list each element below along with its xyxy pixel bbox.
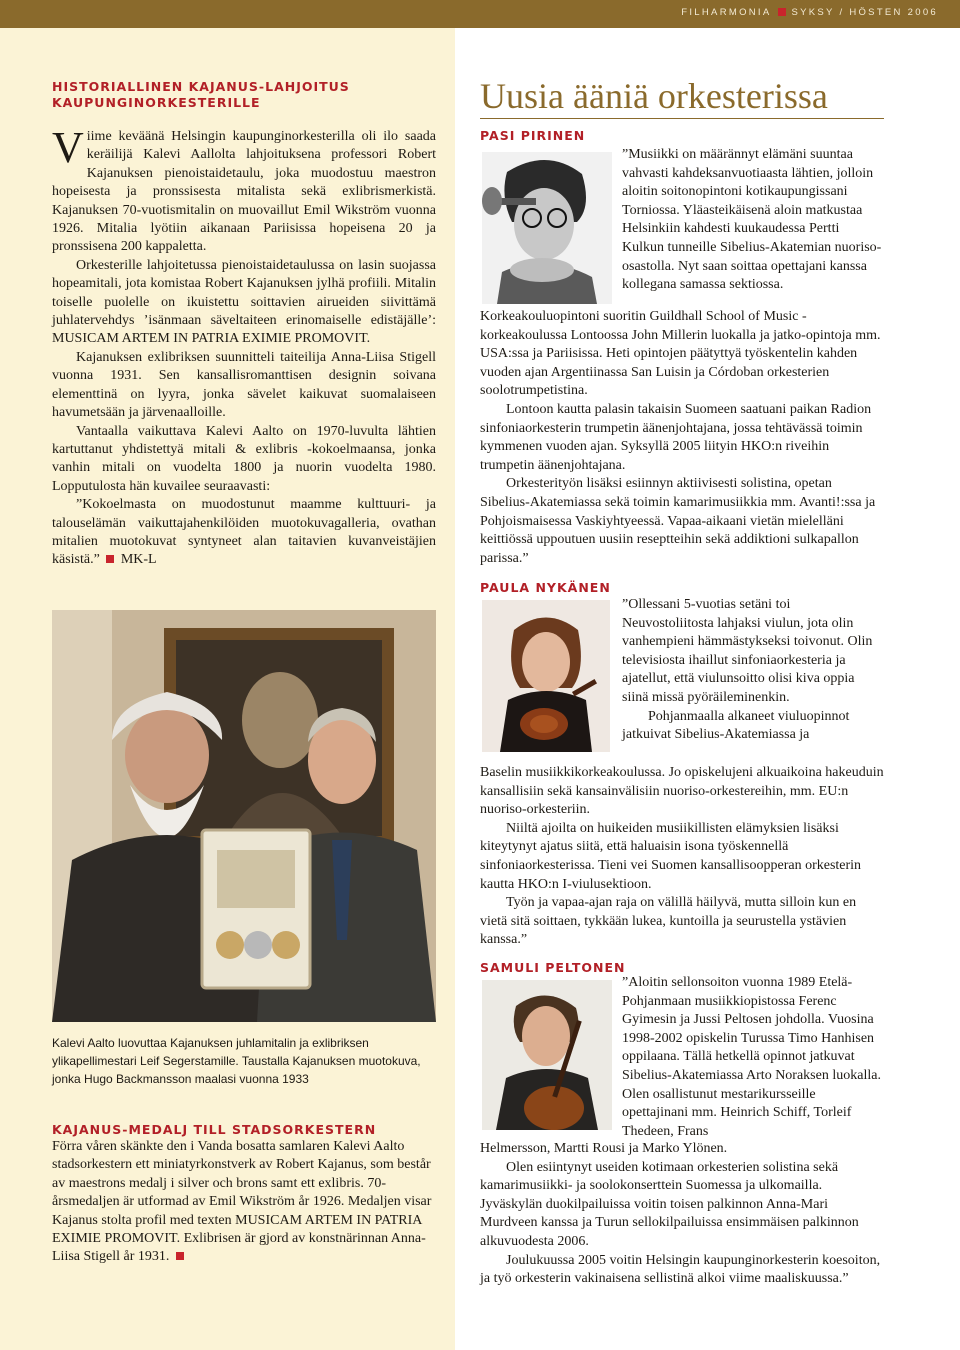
paragraph: Viime keväänä Helsingin kaupunginorkesterilla oli ilo saada keräilijä Kalevi Aallolta lahjoituksena professori Robert Kajanuksen pienoistaidetaulu, joka muodostuu maestron hopeisesta ja pronssisesta mitalista sekä exlibrismerkistä. Kajanuksen 70-vuotismitalin on muovaillut Emil Wikström vuonna 1926. Mitalia lyötiin aikanaan Pariisissa hopeisena 20 ja pronssisena 200 kappaletta.	[52, 123, 436, 255]
left-heading: HISTORIALLINEN KAJANUS-LAHJOITUS KAUPUNGINORKESTERILLE	[52, 79, 350, 110]
swedish-heading: KAJANUS-MEDALJ TILL STADSORKESTERN	[52, 1122, 377, 1137]
portrait-pasi-pirinen	[482, 152, 612, 304]
photo-illustration	[52, 610, 436, 1022]
end-mark-icon	[106, 555, 114, 563]
paragraph: Vantaalla vaikuttava Kalevi Aalto on 1970-luvulta lähtien kartuttanut yhdistettyä mitali & exlibris -kokoelmaansa, jonka vanhin mitali on vuodelta 1800 ja nuorin vuodelta 1980. Lopputulosta hän kuvailee seuraavasti:	[52, 423, 436, 494]
paragraph: Baselin musiikkikorkeakoulussa. Jo opiskelujeni alkuaikoina hakeuduin kansallisiin sekä kansainvälisiin nuoriso-orkestereihin, mm. EU:n nuoriso-orkesteriin.	[480, 765, 884, 818]
red-square-icon	[778, 8, 786, 16]
paragraph: Lontoon kautta palasin takaisin Suomeen saatuani paikan Radion sinfoniaorkesterin trumpetin äänenjohtajana, jossa tehtävässä toimin kymmenen vuoden ajan. Syksyllä 2005 liityin HKO:n riveihin trumpetin äänenjohtajana.	[480, 401, 872, 473]
paragraph: Olen esiintynyt useiden kotimaan orkesterien solistina sekä kamarimusiikki- ja soolokonserttein Suomessa ja ulkomailla. Jyväskylän duokilpailuissa voitin toisen palkinnon Anna-Mari Murdveen kanssa ja Turun sellokilpailuissa ensimmäisen palkinnon alkuvuodesta 2006.	[480, 1159, 859, 1249]
swedish-body: Förra våren skänkte den i Vanda bosatta samlaren Kalevi Aalto stadsorkestern ett miniatyrkonstverk av Robert Kajanus, som består av maestrons medalj i silver och brons samt ett exlibris. 70-årsmedaljen är utformad av Emil Wikström år 1926. Medaljen visar Kajanus stolta profil med texten MUSICAM ARTEM IN PATRIA EXIMIE PROMOVIT. Exlibrisen är gjord av konstnärinnan Anna-Liisa Stigell år 1931.	[52, 1139, 432, 1265]
left-article-body	[52, 123, 436, 570]
musician-name-nykanen: PAULA NYKÄNEN	[480, 580, 611, 595]
paragraph: Niiltä ajoilta on huikeiden musiikillisten elämyksien lisäksi kiteytynyt ajatus siitä, että haluaisin isona työskennellä sinfoniaorkesterissa. Tieni vei Suomen kansallisoopperan orkesterin kautta HKO:n I-viulusektioon.	[480, 820, 862, 892]
paragraph: Työn ja vapaa-ajan raja on välillä häilyvä, mutta silloin kun en vietä sitä soittaen, tykkään lukea, kuntoilla ja seurustella ystävien kanssa.”	[480, 895, 857, 948]
portrait-paula-nykanen	[482, 600, 610, 752]
body-pirinen	[480, 308, 884, 568]
paragraph: ”Kokoelmasta on muodostunut maamme kulttuuri- ja talouselämän vaikuttajahenkilöiden muotokuvagalleria, ovathan mitalien muotokuvat syntyneet alan taitavien kuvanveistäjien käsistä.” MK-L	[52, 497, 436, 568]
quote-nykanen: ”Ollessani 5-vuotias setäni toi Neuvostoliitosta lahjaksi viulun, jota olin vanhempieni hämmästykseksi toivonut. Olin televisiosta ihaillut sinfoniaorkesteria ja ajatellut, että viulunsoitto olisi kiva oppia siinä missä pyöräileminenkin. Pohjanmaalla alkaneet viuluopinnot jatkuivat Sibelius-Akatemiassa ja	[622, 597, 873, 743]
paragraph: Korkeakouluopintoni suoritin Guildhall School of Music -korkeakoulussa Lontoossa John Millerin luokalla ja jatko-opintoja mm. USA:ssa ja Pariisissa. Heti opintojen päätyttyä työskentelin kahden vuoden ajan Argentiinassa San Luisin ja Córdoban orkesterien soolotrumpetistina.	[480, 309, 881, 399]
right-title: Uusia ääniä orkesterissa	[480, 76, 884, 119]
main-photo	[52, 610, 436, 1022]
paragraph: Orkesterille lahjoitetussa pienoistaidetaulussa on lasin suojassa hopeamitali, jota komistaa Robert Kajanuksen jylhä profiili. Mitalin toiselle puolelle on ikuistettu soittavien airueiden siivittämä juhlatervehdys ’isänmaan säveltaiteen erinomaiselle edistäjälle’: MUSICAM ARTEM IN PATRIA EXIMIE PROMOVIT.	[52, 257, 436, 347]
musician-name-peltonen: SAMULI PELTONEN	[480, 960, 626, 975]
issue-label: SYKSY / HÖSTEN 2006	[791, 7, 938, 18]
paragraph: Orkesterityön lisäksi esiinnyn aktiivisesti solistina, opetan Sibelius-Akatemiassa sekä toimin kamarimusiikkia mm. Avanti!:ssa ja Pohjoismaisessa Vaskiyhtyeessä. Vapaa-aikaani vietän mielelläni keittiössä uppoutuen uusiin reseptteihin sekä addiktioni sulkapallon parissa.”	[480, 476, 876, 566]
body-nykanen	[480, 764, 884, 950]
paragraph: Kajanuksen exlibriksen suunnitteli taiteilija Anna-Liisa Stigell vuonna 1931. Sen kansallisromanttisen designin soivana elementtinä on lyyra, jonka sävelet kaikuvat suomalaiseen havumetsään ja järvenaalloille.	[52, 349, 436, 421]
photo-caption: Kalevi Aalto luovuttaa Kajanuksen juhlamitalin ja exlibriksen ylikapellimestari Leif Segerstamille. Taustalla Kajanuksen muotokuva, jonka Hugo Backmansson maalasi vuonna 1933	[52, 1036, 421, 1086]
magazine-name: FILHARMONIA	[681, 7, 772, 18]
paragraph: Helmersson, Martti Rousi ja Marko Ylönen.	[480, 1141, 728, 1156]
quote-peltonen: ”Aloitin sellonsoiton vuonna 1989 Etelä-Pohjanmaan musiikkiopistossa Ferenc Gyimesin ja Jussi Peltosen johdolla. Vuosina 1998-2002 opiskelin Turussa Timo Hanhisen oppilaana. Tällä hetkellä opinnot jatkuvat Sibelius-Akatemiassa Arto Noraksen luokalla. Olen osallistunut mestarikursseille opettajinani mm. Heinrich Schiff, Torleif Thedeen, Frans	[622, 975, 881, 1139]
musician-name-pirinen: PASI PIRINEN	[480, 128, 586, 143]
paragraph: Joulukuussa 2005 voitin Helsingin kaupunginorkesterin koesoiton, ja työ orkesterin vakinaisena sellistinä alkoi viime maaliskuussa.”	[480, 1252, 881, 1287]
signature: MK-L	[120, 552, 157, 568]
drop-cap: V	[52, 123, 84, 172]
end-mark-icon	[176, 1252, 184, 1260]
portrait-samuli-peltonen	[482, 980, 612, 1130]
top-bar	[0, 0, 960, 28]
body-peltonen	[480, 1140, 884, 1289]
quote-pirinen: ”Musiikki on määrännyt elämäni suuntaa vahvasti kahdeksanvuotiaasta lähtien, jolloin aloitin soitonopintoni kotikaupungissani Torniossa. Yläasteikäisenä aloin matkustaa Helsinkiin kahdesti kuukaudessa Pertti Kulkun tunneille Sibelius-Akatemian nuoriso-osastolla. Nyt saan soittaa opettajani kanssa kollegana samassa sektiossa.	[622, 147, 882, 293]
running-header	[681, 7, 938, 18]
